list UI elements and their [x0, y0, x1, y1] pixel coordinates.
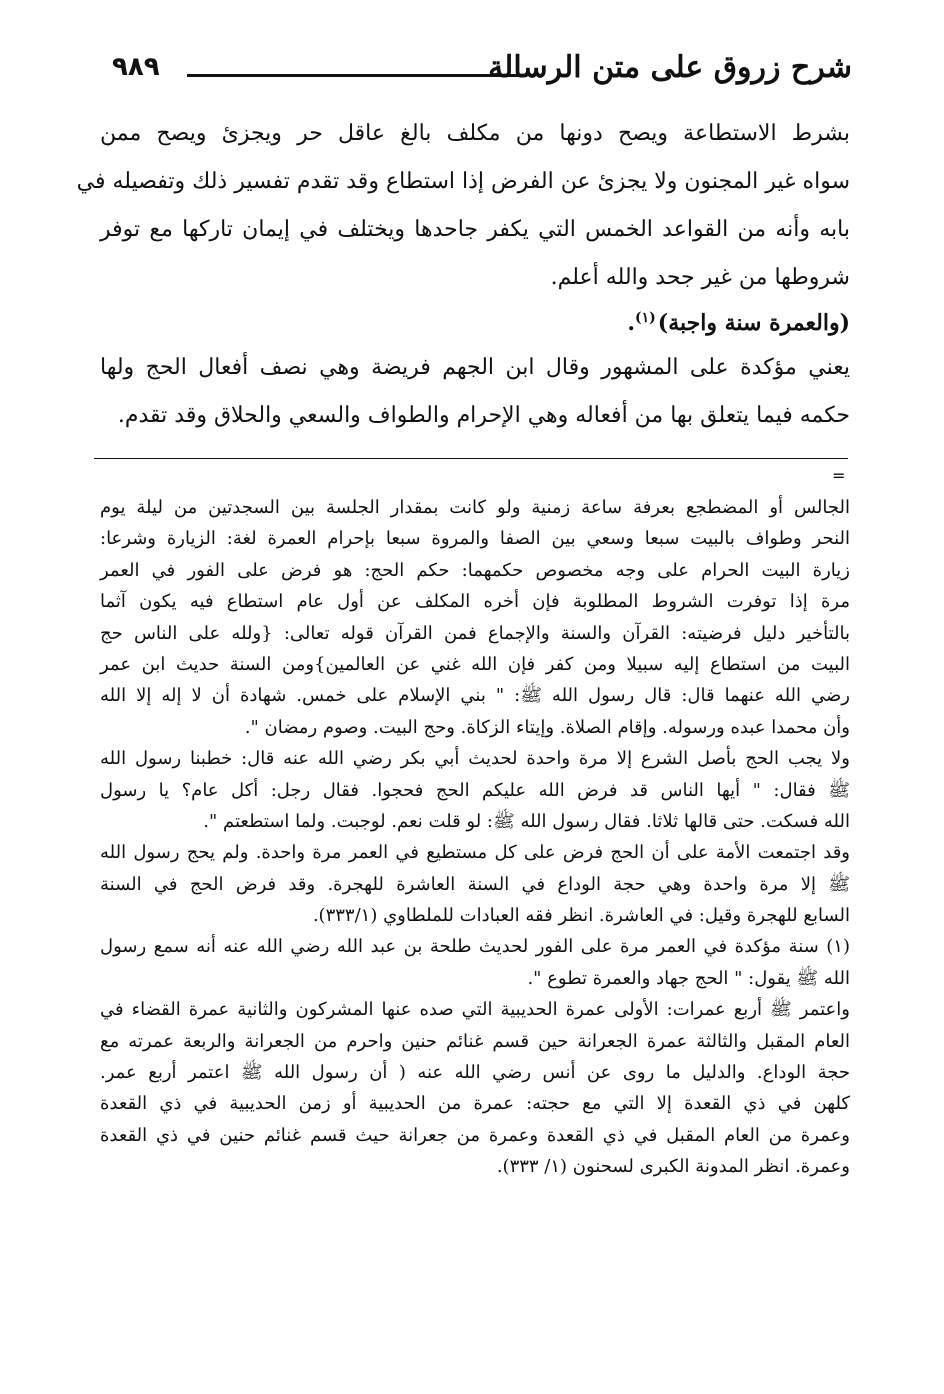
main-line: سواه غير المجنون ولا يجزئ عن الفرض إذا استطاع وقد تقدم تفسير ذلك وتفصيله في: [76, 169, 850, 194]
footnote-line: وقد اجتمعت الأمة على أن الحج فرض على كل مستطيع في العمر مرة واحدة. ولم يحج رسول الله: [100, 842, 850, 864]
footnote-line: كلهن في ذي القعدة إلا التي مع حجته: عمرة من الحديبية أو زمن الحديبية في ذي القعدة: [100, 1093, 850, 1115]
footnote-line: رضي الله عنهما قال: قال رسول الله ﷺ: " بني الإسلام على خمس. شهادة أن لا إله إلا الله: [100, 685, 850, 707]
matn-heading-text: (والعمرة سنة واجبة): [657, 310, 850, 336]
page-number: ٩٨٩: [112, 52, 160, 82]
footnote-line: مرة إذا توفرت الشروط المطلوبة فإن أخره المكلف عن أول عام استطاع فيه يكون آثما: [100, 591, 850, 613]
footnote-line: ﷺ فقال: " أيها الناس قد فرض الله عليكم الحج فحجوا. فقال رجل: أكل عام؟ يا رسول: [100, 779, 850, 801]
main-line: بابه وأنه من القواعد الخمس التي يكفر جاحدها ويختلف في إيمان تاركها مع توفر: [100, 217, 850, 242]
footnote-line: واعتمر ﷺ أربع عمرات: الأولى عمرة الحديبية التي صده عنها المشركون والثانية عمرة القضاء في: [100, 999, 850, 1021]
footnote-line: ﷺ إلا مرة واحدة وهي حجة الوداع في السنة العاشرة للهجرة. وقد فرض الحج في السنة: [100, 873, 850, 895]
main-line: حكمه فيما يتعلق بها من أفعاله وهي الإحرام والطواف والسعي والحلاق وقد تقدم.: [117, 403, 850, 428]
footnote-line: ولا يجب الحج بأصل الشرع إلا مرة واحدة لحديث أبي بكر رضي الله عنه قال: خطبنا رسول الله: [100, 748, 850, 770]
main-text: [76, 110, 850, 440]
header-rule: [187, 74, 527, 77]
footnote-line: العام المقبل والثالثة عمرة الجعرانة حين قسم غنائم حنين واحرم من الجعرانة والربعة عمرته مع: [100, 1030, 850, 1052]
footnote-separator: [94, 458, 848, 459]
footnote-line: (١) سنة مؤكدة في العمر مرة على الفور لحديث طلحة بن عبد الله رضي الله عنه أنه سمع رسول: [100, 936, 850, 958]
footnote-line: الله فسكت. حتى قالها ثلاثا. فقال رسول الله ﷺ: لو قلت نعم. لوجبت. ولما استطعتم ".: [203, 810, 850, 832]
main-line: شروطها من غير جحد والله أعلم.: [550, 265, 850, 290]
footnote-reference[interactable]: (١): [635, 309, 656, 326]
matn-heading-tail: .: [627, 310, 635, 336]
running-title: شرح زروق على متن الرسالة: [488, 50, 852, 85]
footnote-line: زيارة البيت الحرام على وجه مخصوص حكمهما: حكم الحج: هو فرض على الفور في العمر: [100, 559, 850, 581]
main-line: بشرط الاستطاعة ويصح دونها من مكلف بالغ عاقل حر ويجزئ ويصح ممن: [100, 121, 850, 146]
footnotes: [100, 492, 850, 1183]
footnote-line: البيت من استطاع إليه سبيلا ومن كفر فإن الله غني عن العالمين}ومن السنة حديث ابن عمر: [100, 653, 850, 675]
footnote-line: بالتأخير دليل فرضيته: القرآن والسنة والإجماع فمن القرآن قوله تعالى: {ولله على الناس حج: [100, 622, 850, 644]
footnote-continuation-mark: =: [832, 466, 846, 485]
footnote-line: النحر وطواف بالبيت سبعا وسعي بين الصفا والمروة سبعا بإحرام العمرة لغة: الزيارة وشرعا:: [100, 528, 850, 550]
footnote-line: الله ﷺ يقول: " الحج جهاد والعمرة تطوع ".: [527, 967, 850, 989]
footnote-line: الجالس أو المضطجع بعرفة ساعة زمنية ولو كانت بمقدار الجلسة بين السجدتين من ليلة يوم: [100, 497, 850, 518]
footnote-line: وعمرة. انظر المدونة الكبرى لسحنون (١/ ٣٣٣).: [496, 1156, 850, 1178]
footnote-line: السابع للهجرة وقيل: في العاشرة. انظر فقه العبادات للملطاوي (٣٣٣/١).: [312, 905, 850, 927]
footnote-line: وعمرة من العام المقبل في ذي القعدة وعمرة من جعرانة حيث قسم غنائم حنين في ذي القعدة: [100, 1124, 850, 1146]
footnote-line: وأن محمدا عبده ورسوله. وإقام الصلاة. وإيتاء الزكاة. وحج البيت. وصوم رمضان ".: [244, 716, 850, 738]
footnote-line: حجة الوداع. والدليل ما روى عن أنس رضي الله عنه ( أن رسول الله ﷺ اعتمر أربع عمر.: [100, 1062, 850, 1084]
running-header: [112, 50, 852, 100]
main-line: يعني مؤكدة على المشهور وقال ابن الجهم فريضة وهي نصف أفعال الحج ولها: [100, 355, 850, 380]
matn-heading: [100, 302, 850, 344]
